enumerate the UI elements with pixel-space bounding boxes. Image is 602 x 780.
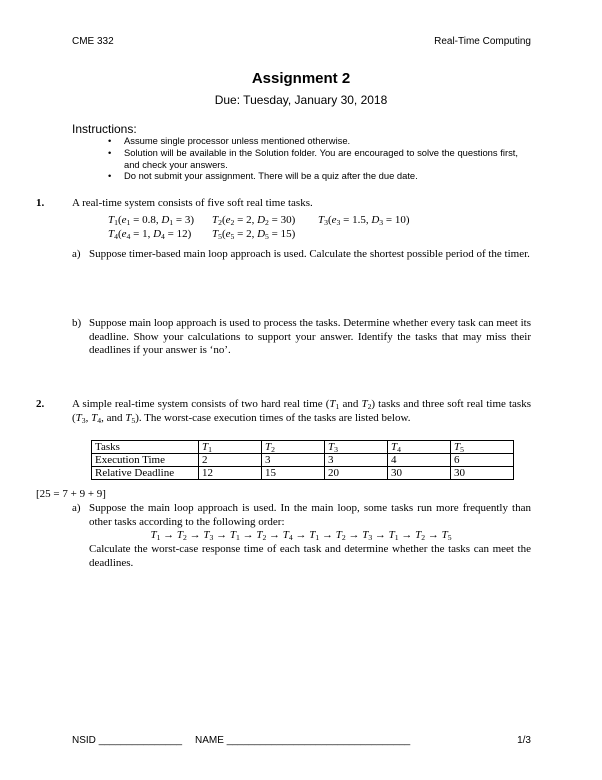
order-task: $T_3$	[203, 529, 214, 542]
order-task: $T_1$	[388, 529, 399, 542]
instruction-item: • Solution will be available in the Solution folder. You are encouraged to solve the questions first, and check your answers.	[108, 146, 518, 170]
table-header-cell: $T_2$	[262, 441, 325, 454]
question-1-text: A real-time system consists of five soft real time tasks.	[72, 197, 313, 209]
bullet-icon: •	[108, 146, 112, 158]
table-cell: 6	[451, 454, 514, 467]
table-header-cell: $T_1$	[199, 441, 262, 454]
bullet-icon: •	[108, 135, 112, 146]
nsid-field	[72, 735, 182, 746]
q1a-label: a)	[72, 248, 81, 260]
table-header-cell: $T_5$	[451, 441, 514, 454]
table-cell: 15	[262, 467, 325, 480]
order-task: $T_5$	[441, 529, 452, 542]
nsid-line: _______________	[98, 735, 183, 746]
course-code: CME 332	[72, 36, 114, 47]
task-execution-order	[0, 529, 602, 543]
q1b-text: Suppose main loop approach is used to process the tasks. Determine whether every task can meet its deadline. Show your calculations to support your answer. Identify the tasks that may miss their deadlines if your answer is ‘no’.	[89, 317, 531, 356]
nsid-label: NSID	[72, 735, 96, 746]
question-2-text: A simple real-time system consists of two hard real time ($T_1$ and $T_2$) tasks and three soft real time tasks ($T_3$, $T_4$, and $T_5$). The worst-case execution times of the tasks are listed below.	[72, 398, 531, 425]
arrow-icon: →	[292, 529, 310, 541]
order-task: $T_1$	[229, 529, 240, 542]
arrow-icon: →	[160, 529, 177, 541]
order-task: $T_3$	[362, 529, 373, 542]
order-task: $T_4$	[282, 529, 293, 542]
q2a-text: Suppose the main loop approach is used. In the main loop, some tasks run more frequently than other tasks according to the following order:	[89, 502, 531, 528]
table-cell: 12	[199, 467, 262, 480]
table-header-cell: $T_3$	[325, 441, 388, 454]
table-cell: 2	[199, 454, 262, 467]
table-row	[92, 454, 514, 467]
arrow-icon: →	[186, 529, 204, 541]
instruction-item: • Do not submit your assignment. There will be a quiz after the due date.	[108, 170, 418, 182]
arrow-icon: →	[213, 529, 230, 541]
task-table	[91, 440, 514, 480]
table-cell: 4	[388, 454, 451, 467]
q2a-text-2: Calculate the worst-case response time of each task and determine whether the tasks can meet the deadlines.	[89, 543, 531, 569]
table-header-cell: Tasks	[92, 441, 199, 454]
table-cell: 3	[262, 454, 325, 467]
table-row	[92, 467, 514, 480]
table-cell: 3	[325, 454, 388, 467]
task-spec-t2: $T_2(e_2 = 2$, $D_2 = 30$)	[212, 214, 296, 227]
instructions-list	[108, 135, 518, 182]
due-date: Due: Tuesday, January 30, 2018	[214, 93, 388, 107]
task-spec-t3: $T_3(e_3 = 1.5$, $D_3 = 10$)	[318, 214, 410, 227]
arrow-icon: →	[239, 529, 257, 541]
table-header-row	[92, 441, 514, 454]
table-header-cell: $T_4$	[388, 441, 451, 454]
arrow-icon: →	[372, 529, 389, 541]
name-line: _________________________________	[226, 735, 411, 746]
arrow-icon: →	[425, 529, 442, 541]
task-spec-t5: $T_5(e_5 = 2$, $D_5 = 15$)	[212, 228, 296, 241]
name-field	[195, 735, 410, 746]
arrow-icon: →	[345, 529, 363, 541]
q2a-label: a)	[72, 502, 81, 514]
order-task: $T_1$	[309, 529, 320, 542]
q1a-text: Suppose timer-based main loop approach is used. Calculate the shortest possible period of the timer.	[89, 248, 530, 260]
table-cell: 30	[388, 467, 451, 480]
question-2-number: 2.	[36, 398, 45, 410]
name-label: NAME	[195, 735, 224, 746]
instruction-item: • Assume single processor unless mentioned otherwise.	[108, 135, 351, 146]
order-task: $T_2$	[256, 529, 267, 542]
arrow-icon: →	[398, 529, 416, 541]
arrow-icon: →	[319, 529, 336, 541]
marks-breakdown: [25 = 7 + 9 + 9]	[36, 488, 106, 500]
order-task: $T_2$	[176, 529, 187, 542]
task-spec-t4: $T_4(e_4 = 1$, $D_4 = 12$)	[108, 228, 192, 241]
arrow-icon: →	[266, 529, 283, 541]
q1b-label: b)	[72, 317, 82, 329]
order-task: $T_2$	[415, 529, 426, 542]
course-subject: Real-Time Computing	[434, 36, 531, 47]
assignment-title: Assignment 2	[251, 70, 351, 87]
page-number: 1/3	[517, 735, 531, 746]
table-cell: Execution Time	[92, 454, 199, 467]
bullet-icon: •	[108, 170, 112, 182]
order-task: $T_2$	[335, 529, 346, 542]
task-spec-t1: $T_1(e_1 = 0.8$, $D_1 = 3$)	[108, 214, 195, 227]
question-1-number: 1.	[36, 197, 45, 209]
instructions-heading: Instructions:	[72, 122, 137, 136]
table-cell: 30	[451, 467, 514, 480]
table-cell: Relative Deadline	[92, 467, 199, 480]
table-cell: 20	[325, 467, 388, 480]
order-task: $T_1$	[150, 529, 161, 542]
